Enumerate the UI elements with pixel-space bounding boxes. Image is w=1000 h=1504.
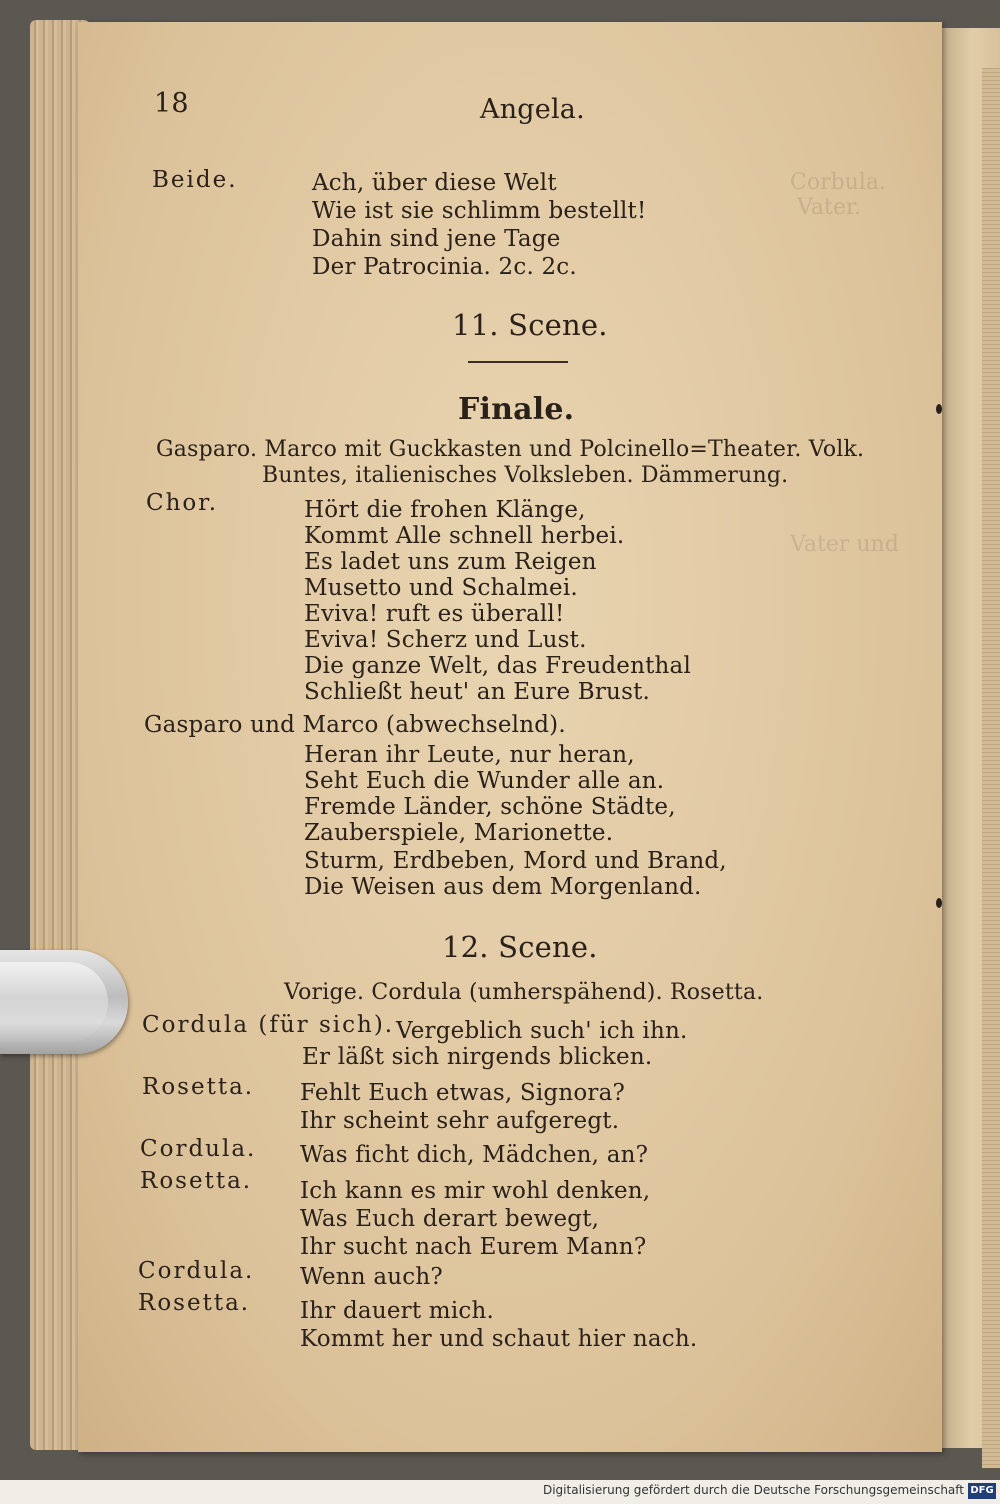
speaker-rosetta: Rosetta.	[140, 1168, 253, 1194]
speaker-cordula: Cordula (für sich).	[142, 1012, 395, 1038]
scene-heading: 12. Scene.	[442, 930, 598, 964]
verse-line: Wenn auch?	[300, 1264, 443, 1290]
verse-line: Die ganze Welt, das Freudenthal	[304, 653, 692, 679]
verse-line: Eviva! Scherz und Lust.	[304, 627, 587, 653]
page-number: 18	[154, 88, 189, 119]
footer-credit: Digitalisierung gefördert durch die Deutsche Forschungsgemeinschaft	[542, 1483, 964, 1497]
bleed-through: Vater und	[790, 532, 899, 557]
binding-mark	[936, 404, 942, 414]
verse-line: Was ficht dich, Mädchen, an?	[300, 1142, 649, 1168]
verse-line: Eviva! ruft es überall!	[304, 601, 565, 627]
verse-line: Ach, über diese Welt	[312, 170, 557, 196]
verse-line: Es ladet uns zum Reigen	[304, 549, 597, 575]
scene-heading: 11. Scene.	[452, 308, 608, 342]
verse-line: Der Patrocinia. 2c. 2c.	[312, 254, 577, 280]
speaker-rosetta: Rosetta.	[138, 1290, 251, 1316]
footer-bar	[0, 1480, 1000, 1504]
verse-line: Sturm, Erdbeben, Mord und Brand,	[304, 848, 727, 874]
verse-line: Seht Euch die Wunder alle an.	[304, 768, 665, 794]
speaker-gasparo-marco: Gasparo und Marco (abwechselnd).	[144, 712, 566, 738]
heading-rule	[468, 361, 568, 363]
verse-line: Kommt her und schaut hier nach.	[300, 1326, 698, 1352]
speaker-beide: Beide.	[152, 167, 238, 193]
binding-mark	[936, 898, 942, 908]
stage-direction: Gasparo. Marco mit Guckkasten und Polcinello=Theater. Volk.	[156, 437, 865, 462]
verse-line: Zauberspiele, Marionette.	[304, 820, 614, 846]
verse-line: Was Euch derart bewegt,	[300, 1206, 600, 1232]
verse-line: Heran ihr Leute, nur heran,	[304, 742, 635, 768]
section-title-finale: Finale.	[458, 392, 575, 427]
verse-line: Musetto und Schalmei.	[304, 575, 578, 601]
verse-line: Fehlt Euch etwas, Signora?	[300, 1080, 626, 1106]
verse-line: Ihr scheint sehr aufgeregt.	[300, 1108, 620, 1134]
verse-line: Er läßt sich nirgends blicken.	[302, 1044, 653, 1070]
verse-line: Dahin sind jene Tage	[312, 226, 561, 252]
bleed-through: Corbula. Vater.	[790, 170, 886, 220]
facing-page-edge	[982, 68, 1000, 1468]
speaker-cordula: Cordula.	[140, 1136, 257, 1162]
verse-line: Wie ist sie schlimm bestellt!	[312, 198, 647, 224]
verse-line: Hört die frohen Klänge,	[304, 497, 586, 523]
stage-direction: Vorige. Cordula (umherspähend). Rosetta.	[284, 980, 764, 1005]
speaker-chor: Chor.	[146, 490, 219, 516]
page-clip-highlight	[0, 962, 108, 1042]
speaker-cordula: Cordula.	[138, 1258, 255, 1284]
verse-line: Schließt heut' an Eure Brust.	[304, 679, 651, 705]
speaker-rosetta: Rosetta.	[142, 1074, 255, 1100]
dfg-logo-icon: DFG	[968, 1483, 996, 1499]
running-title: Angela.	[480, 94, 585, 125]
stage-direction: Buntes, italienisches Volksleben. Dämmerung.	[262, 463, 789, 488]
verse-line: Kommt Alle schnell herbei.	[304, 523, 625, 549]
verse-line: Vergeblich such' ich ihn.	[396, 1018, 688, 1044]
verse-line: Ihr sucht nach Eurem Mann?	[300, 1234, 647, 1260]
verse-line: Ihr dauert mich.	[300, 1298, 494, 1324]
verse-line: Fremde Länder, schöne Städte,	[304, 794, 676, 820]
page-clip	[0, 950, 128, 1054]
verse-line: Die Weisen aus dem Morgenland.	[304, 874, 702, 900]
verse-line: Ich kann es mir wohl denken,	[300, 1178, 651, 1204]
